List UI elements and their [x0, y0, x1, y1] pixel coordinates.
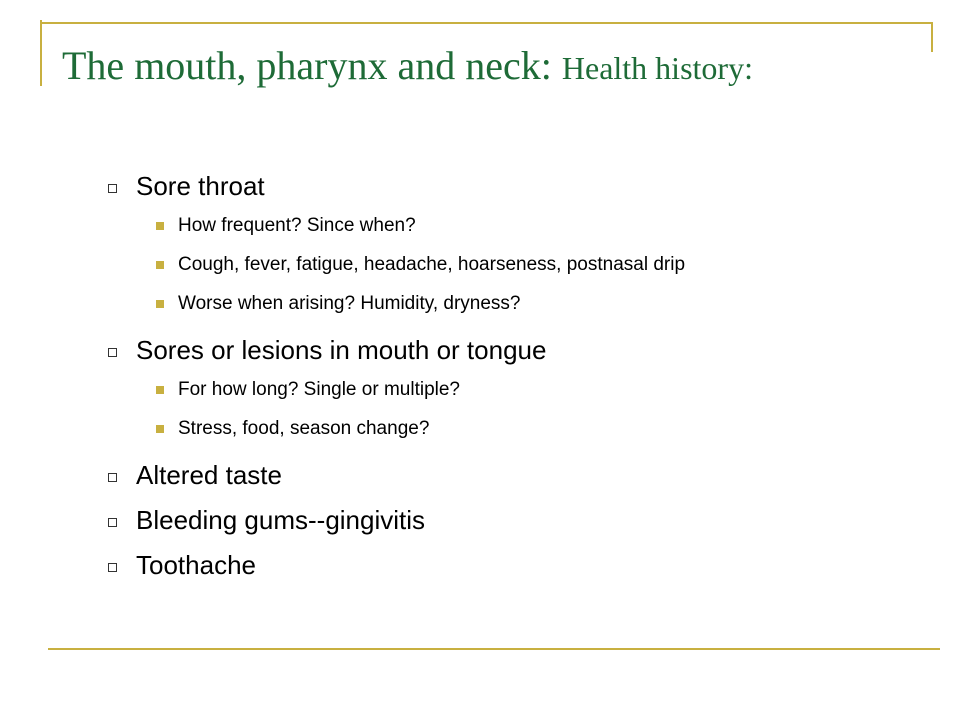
bottom-accent-rule [48, 648, 940, 650]
hollow-square-bullet-icon [108, 348, 117, 357]
filled-square-bullet-icon [156, 300, 164, 308]
sub-bullet [104, 213, 818, 238]
filled-square-bullet-icon [156, 222, 164, 230]
bullet-label: Altered taste [136, 460, 282, 490]
left-accent-rule [40, 20, 42, 86]
hollow-square-bullet-icon [108, 473, 117, 482]
hollow-square-bullet-icon [108, 563, 117, 572]
sub-bullet-text: Cough, fever, fatigue, headache, hoarseness, postnasal drip [178, 254, 686, 275]
bullet-toothache [104, 549, 904, 581]
sub-bullet [104, 252, 818, 277]
sub-bullet [104, 377, 818, 402]
slide-content [104, 170, 904, 594]
hollow-square-bullet-icon [108, 518, 117, 527]
sub-bullet [104, 416, 818, 441]
bullet-label: Bleeding gums--gingivitis [136, 505, 426, 535]
top-accent-rule [40, 22, 932, 24]
right-accent-rule [931, 22, 933, 52]
title-sub: Health history: [561, 50, 753, 86]
bullet-label: Sore throat [136, 171, 265, 201]
filled-square-bullet-icon [156, 386, 164, 394]
sub-bullet-text: For how long? Single or multiple? [178, 379, 460, 400]
bullet-sores-lesions [104, 334, 904, 366]
hollow-square-bullet-icon [108, 184, 117, 193]
sub-bullet-text: How frequent? Since when? [178, 215, 416, 236]
bullet-altered-taste [104, 459, 904, 491]
sub-bullet [104, 291, 818, 316]
title-main: The mouth, pharynx and neck: [62, 43, 562, 88]
bullet-label: Sores or lesions in mouth or tongue [136, 335, 547, 365]
filled-square-bullet-icon [156, 261, 164, 269]
bullet-bleeding-gums [104, 504, 904, 536]
sub-bullet-text: Worse when arising? Humidity, dryness? [178, 293, 521, 314]
bullet-label: Toothache [136, 550, 256, 580]
filled-square-bullet-icon [156, 425, 164, 433]
slide-title [62, 38, 902, 103]
bullet-sore-throat [104, 170, 904, 202]
sub-bullet-text: Stress, food, season change? [178, 418, 430, 439]
